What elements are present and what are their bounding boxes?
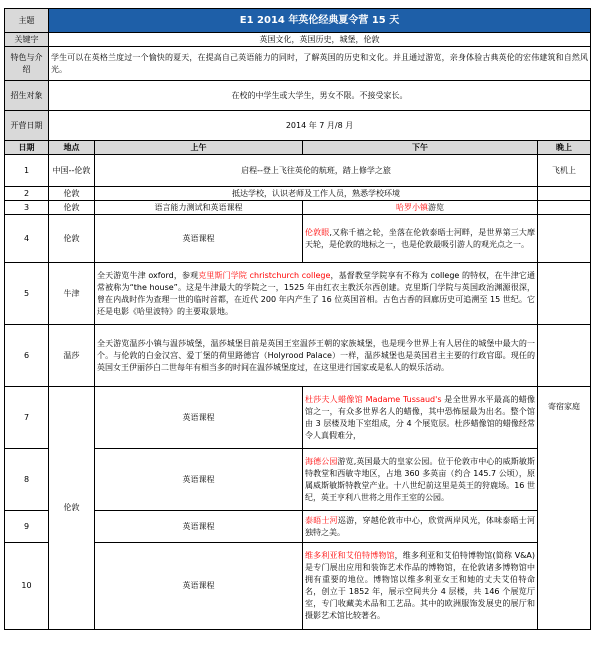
activity-cell: 全天游览温莎小镇与温莎城堡，温莎城堡目前是英国王室温莎王朝的家族城堡，也是现今世界上有人居住的城堡中最大的一个。与伦敦的白金汉宫、爱丁堡的荷里路德宫（Holyrood Palace）一样，温莎城堡也是英国君主主要的行政官邸。现任的英国女王伊丽莎白二世每年有相当多的时间在温莎城堡度过，在这里进行国家或是私人的娱乐活动。 [95,325,538,387]
place-cell: 伦敦 [49,187,95,201]
pm-cell [303,215,538,263]
day-cell: 10 [5,543,49,630]
am-cell: 英语课程 [95,511,303,543]
place-cell: 中国--伦敦 [49,155,95,187]
am-cell: 英语课程 [95,387,303,449]
col-place: 地点 [49,141,95,155]
place-cell: 温莎 [49,325,95,387]
pm-cell [303,511,538,543]
am-cell: 英语课程 [95,215,303,263]
keywords-value: 英国文化，英国历史，城堡，伦敦 [49,33,591,47]
theme-label: 主题 [5,9,49,33]
audience-label: 招生对象 [5,81,49,111]
pm-cell [303,201,538,215]
table-row [5,201,591,215]
am-cell: 语言能力测试和英语课程 [95,201,303,215]
col-pm: 下午 [303,141,538,155]
table-row [5,187,591,201]
col-am: 上午 [95,141,303,155]
day-cell: 3 [5,201,49,215]
page-title: E1 2014 年英伦经典夏令营 15 天 [49,9,591,33]
night-cell: 寄宿家庭 [538,387,591,630]
pm-cell [303,449,538,511]
am-cell: 英语课程 [95,543,303,630]
place-cell: 伦敦 [49,201,95,215]
audience-value: 在校的中学生或大学生，男女不限。不接受家长。 [49,81,591,111]
features-label: 特色与介绍 [5,47,49,81]
keywords-label: 关键字 [5,33,49,47]
day-cell: 7 [5,387,49,449]
night-cell [538,187,591,201]
activity-cell [95,263,538,325]
pm-cell [303,543,538,630]
night-cell [538,215,591,263]
day-cell: 1 [5,155,49,187]
table-row [5,387,591,449]
date-label: 开营日期 [5,111,49,141]
col-day: 日期 [5,141,49,155]
day-cell: 2 [5,187,49,201]
day-cell: 4 [5,215,49,263]
pm-text: 是全世界水平最高的蜡像馆之一，有众多世界名人的蜡像，其中恐怖屋最为出名。整个馆由 3 层楼及地下室组成，分 4 个展览层。杜莎蜡像馆的蜡像经常令人真假难分， [305,394,535,440]
highlight-text: 克里斯门学院 christchurch college [198,270,331,280]
place-cell: 伦敦 [49,215,95,263]
highlight-text: 杜莎夫人蜡像馆 Madame Tussaud's [305,394,442,404]
place-cell: 伦敦 [49,387,95,630]
itinerary-table [4,8,591,630]
highlight-text: 海德公园 [305,456,338,466]
highlight-text: 维多利亚和艾伯特博物馆 [305,551,395,560]
col-night: 晚上 [538,141,591,155]
table-row [5,155,591,187]
place-cell: 牛津 [49,263,95,325]
activity-text: ，基督教堂学院享有不称为 college 的特权，在牛津它通常被称为“the house”。这是牛津最大的学院之一，1525 年由红衣主教沃尔西创建。克里斯门学院与英国政治渊源很深，曾在内战时作为查理一世的临时首都，在近代 200 年内产生了 16 位英国首相。古色古香的回廊历史可追溯至 15 世纪。它还是电影《哈里波特》的主要取景地。 [97,270,535,316]
night-cell: 飞机上 [538,155,591,187]
pm-text: ，维多利亚和艾伯特博物馆(简称 V&A)是专门展出应用和装饰艺术作品的博物馆，在伦敦诸多博物馆中拥有重要的地位。博物馆以维多利亚女王和她的丈夫艾伯特命名，创立于 1852 年，展示空间共分 4 层楼，共 146 个展览厅室，专门收藏美术品和工艺品。其中的欧洲服饰发展史的展厅和摄影艺术馆比较著名。 [305,551,536,620]
table-row [5,325,591,387]
night-cell [538,263,591,325]
highlight-text: 哈罗小镇 [396,202,428,212]
night-cell [538,201,591,215]
pm-text: 巡游，穿越伦敦市中心，欣赏两岸风光，体味泰晤士河独特之美。 [305,515,535,537]
pm-cell [303,387,538,449]
features-value: 学生可以在英格兰度过一个愉快的夏天，在提高自己英语能力的同时，了解英国的历史和文化。并且通过游览，亲身体验古典英伦的宏伟建筑和自然风光。 [49,47,591,81]
date-value: 2014 年 7 月/8 月 [49,111,591,141]
pm-text: 游览,英国最大的皇家公园。位于伦敦市中心的威斯敏斯特教堂和西敏寺地区，占地 360 多英亩（约合 145.7 公顷），原属威斯敏斯特教堂产业。十八世纪前这里是英王的狩鹿场。16 世纪，英王亨利八世将之用作王室的公园。 [305,456,536,502]
highlight-text: 伦敦眼 [305,227,330,237]
am-cell: 英语课程 [95,449,303,511]
table-row [5,215,591,263]
day-cell: 9 [5,511,49,543]
activity-cell: 抵达学校，认识老师及工作人员，熟悉学校环境 [95,187,538,201]
day-cell: 6 [5,325,49,387]
activity-text: 全天游览牛津 oxford，参观 [97,270,199,280]
highlight-text: 泰晤士河 [305,515,338,525]
day-cell: 8 [5,449,49,511]
activity-cell: 启程--登上飞往英伦的航班，踏上修学之旅 [95,155,538,187]
pm-text: ,又称千禧之轮，坐落在伦敦泰晤士河畔，是世界第三大摩天轮，是伦敦的地标之一，也是伦敦最吸引游人的观光点之一。 [305,227,535,249]
day-cell: 5 [5,263,49,325]
pm-text: 游览 [428,202,444,212]
table-row [5,263,591,325]
night-cell [538,325,591,387]
